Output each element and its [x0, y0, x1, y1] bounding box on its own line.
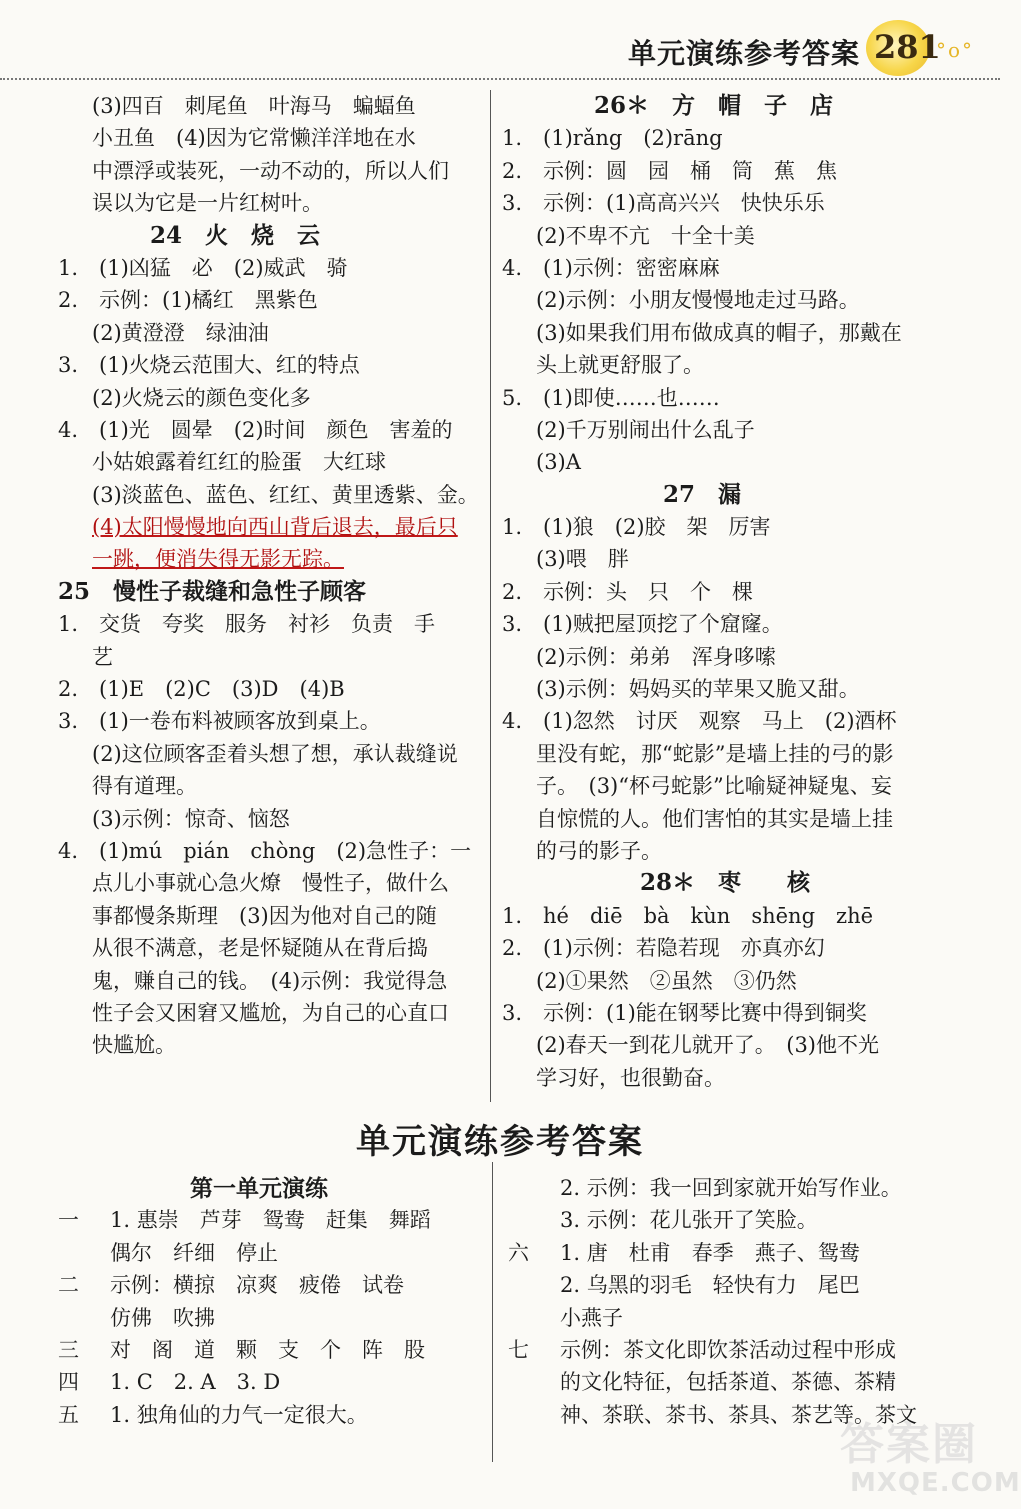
marked-answer-text: (4)太阳慢慢地向西山背后退去，最后只 [92, 515, 458, 540]
answer-line: 3. 示例：(1)能在钢琴比赛中得到铜奖 [502, 1000, 867, 1025]
answer-text: 2. 示例：我一回到家就开始写作业。 [560, 1176, 902, 1200]
answer-line: 学习好，也很勤奋。 [536, 1065, 725, 1090]
answer-line: 3. (1)火烧云范围大、红的特点 [58, 353, 360, 378]
answer-text: 1. 惠崇 芦芽 鸳鸯 赶集 舞蹈 [110, 1208, 431, 1233]
answer-line: 3. (1)贼把屋顶挖了个窟窿。 [502, 612, 783, 637]
answer-line: 事都慢条斯理 (3)因为他对自己的随 [92, 903, 437, 928]
answer-line: (2)黄澄澄 绿油油 [92, 320, 269, 345]
header-rule [0, 78, 1000, 80]
answer-line: 从很不满意，老是怀疑随从在背后捣 [92, 936, 428, 961]
answer-text: 2. 乌黑的羽毛 轻快有力 尾巴 [560, 1273, 860, 1298]
answer-line: 中漂浮或装死，一动不动的，所以人们 [92, 158, 449, 183]
unit-answer-line [508, 1237, 933, 1269]
lesson-heading: 28＊ 枣 核 [502, 869, 811, 897]
answer-line: 2. 示例：头 只 个 棵 [502, 579, 754, 604]
question-number: 七 [508, 1337, 529, 1362]
answer-line: 1. hé diē bà kùn shēng zhē [502, 903, 874, 928]
lesson-heading: 24 火 烧 云 [58, 221, 321, 249]
answer-line: 子。 (3)“杯弓蛇影”比喻疑神疑鬼、妄 [536, 774, 892, 799]
unit-answer-line [508, 1302, 933, 1334]
answer-line: 4. (1)光 圆晕 (2)时间 颜色 害羞的 [58, 417, 453, 442]
answer-line: 头上就更舒服了。 [536, 353, 704, 378]
answer-line: 2. (1)E (2)C (3)D (4)B [58, 677, 345, 702]
answer-line: 小丑鱼 (4)因为它常懒洋洋地在水 [92, 126, 416, 151]
watermark-logo: 答案圈 [840, 1419, 978, 1470]
lesson-heading: 27 漏 [502, 480, 742, 508]
answer-line: 2. 示例：圆 园 桶 筒 蕉 焦 [502, 158, 838, 183]
lesson-heading: 25 慢性子裁缝和急性子顾客 [58, 577, 367, 605]
lesson-heading: 26＊ 方 帽 子 店 [502, 92, 834, 119]
page-number: 281 [874, 28, 941, 66]
answer-line: 里没有蛇，那“蛇影”是墙上挂的弓的影 [536, 741, 894, 766]
right-column [502, 90, 932, 1094]
answer-text: 小燕子 [560, 1305, 623, 1330]
watermark-url: MXQE.COM [850, 1468, 1021, 1498]
answer-line: 性子会又困窘又尴尬，为自己的心直口 [92, 1000, 449, 1025]
answer-line: 艺 [92, 644, 113, 669]
answer-line: (2)示例：小朋友慢慢地走过马路。 [536, 288, 860, 313]
marked-answer-text: 一跳，便消失得无影无踪。 [92, 547, 344, 572]
bottom-column-divider [492, 1162, 493, 1462]
answer-line: 鬼，赚自己的钱。 (4)示例：我觉得急 [92, 968, 448, 993]
answer-text: 示例：横掠 凉爽 疲倦 试卷 [110, 1273, 404, 1298]
unit-answer-line [58, 1366, 488, 1398]
answer-line: 2. (1)示例：若隐若现 亦真亦幻 [502, 936, 825, 961]
answer-line: 自惊慌的人。他们害怕的其实是墙上挂 [536, 806, 893, 831]
answer-line: (2)这位顾客歪着头想了想，承认裁缝说 [92, 741, 458, 766]
answer-line: 快尴尬。 [92, 1033, 176, 1058]
answer-text: 1. 唐 杜甫 春季 燕子、鸳鸯 [560, 1240, 860, 1265]
answer-line: 3. 示例：(1)高高兴兴 快快乐乐 [502, 191, 825, 216]
answer-line: 误以为它是一片红树叶。 [92, 191, 323, 216]
answer-line: (2)春天一到花儿就开了。 (3)他不光 [536, 1033, 879, 1058]
answer-line: 1. (1)凶猛 必 (2)威武 骑 [58, 255, 348, 280]
answer-line: 小姑娘露着红红的脸蛋 大红球 [92, 450, 386, 475]
answer-line: (3)如果我们用布做成真的帽子，那戴在 [536, 320, 902, 345]
answer-line: 2. 示例：(1)橘红 黑紫色 [58, 288, 318, 313]
section-title: 单元演练参考答案 [356, 1122, 644, 1162]
answer-text: 神、茶联、茶书、茶具、茶艺等。茶文 [560, 1402, 917, 1427]
answer-line: (2)示例：弟弟 浑身哆嗦 [536, 644, 776, 669]
answer-text: 对 阁 道 颗 支 个 阵 股 [110, 1337, 425, 1362]
unit-answer-line [508, 1334, 933, 1366]
answer-line: (2)火烧云的颜色变化多 [92, 385, 311, 410]
unit-answer-line [58, 1204, 488, 1236]
column-divider [490, 90, 491, 1102]
answer-line [58, 543, 486, 575]
answer-line: (3)喂 胖 [536, 547, 629, 572]
answer-text: 示例：茶文化即饮茶活动过程中形成 [560, 1337, 896, 1362]
question-number: 五 [58, 1402, 79, 1427]
answer-text: 3. 示例：花儿张开了笑脸。 [560, 1208, 818, 1233]
answer-text: 偶尔 纤细 停止 [110, 1240, 278, 1265]
answer-line: 5. (1)即使……也…… [502, 385, 720, 410]
answer-line: 4. (1)示例：密密麻麻 [502, 255, 720, 280]
answer-line: (3)示例：妈妈买的苹果又脆又甜。 [536, 677, 860, 702]
answer-line [58, 511, 486, 543]
unit-heading: 第一单元演练 [190, 1175, 328, 1202]
answer-line: 1. (1)狼 (2)胶 架 厉害 [502, 515, 771, 540]
question-number: 六 [508, 1240, 529, 1265]
header-title: 单元演练参考答案 [628, 37, 861, 70]
answer-text: 1. 独角仙的力气一定很大。 [110, 1402, 368, 1427]
answer-line: 点儿小事就心急火燎 慢性子，做什么 [92, 871, 449, 896]
question-number: 三 [58, 1337, 79, 1362]
unit-answer-line [58, 1302, 488, 1334]
unit-answer-line [508, 1204, 933, 1236]
answer-line: (2)不卑不亢 十全十美 [536, 223, 755, 248]
watermark [830, 1408, 1021, 1509]
unit-answer-line [58, 1269, 488, 1301]
header-decoration: °o° [936, 38, 975, 62]
answer-line: 1. 交货 夸奖 服务 衬衫 负责 手 [58, 612, 436, 637]
unit-answer-line [508, 1172, 933, 1204]
unit-answer-line [58, 1334, 488, 1366]
answer-line: (3)示例：惊奇、恼怒 [92, 806, 290, 831]
answer-line: (3)四百 刺尾鱼 叶海马 蝙蝠鱼 [92, 94, 416, 118]
answer-line: (3)A [536, 450, 581, 475]
unit-answer-line [508, 1366, 933, 1398]
left-column [58, 90, 486, 1062]
bottom-left-column [58, 1172, 488, 1431]
question-number: 四 [58, 1370, 79, 1395]
answer-line: 3. (1)一卷布料被顾客放到桌上。 [58, 709, 381, 734]
unit-answer-line [58, 1399, 488, 1431]
answer-line: 1. (1)rǎng (2)rāng [502, 126, 723, 151]
unit-answer-line [508, 1269, 933, 1301]
answer-text: 的文化特征，包括茶道、茶德、茶精 [560, 1370, 896, 1395]
answer-line: (2)①果然 ②虽然 ③仍然 [536, 968, 797, 993]
question-number: 二 [58, 1273, 79, 1298]
answer-text: 仿佛 吹拂 [110, 1305, 215, 1330]
answer-line: 4. (1)mú pián chòng (2)急性子：一 [58, 838, 472, 863]
unit-answer-line [58, 1237, 488, 1269]
answer-line: (2)千万别闹出什么乱子 [536, 417, 755, 442]
answer-line: (3)淡蓝色、蓝色、红红、黄里透紫、金。 [92, 482, 479, 507]
answer-line: 得有道理。 [92, 774, 197, 799]
question-number: 一 [58, 1208, 79, 1233]
answer-line: 4. (1)忽然 讨厌 观察 马上 (2)酒杯 [502, 709, 897, 734]
answer-line: 的弓的影子。 [536, 838, 662, 863]
bottom-right-column [508, 1172, 933, 1431]
answer-text: 1. C 2. A 3. D [110, 1370, 281, 1395]
